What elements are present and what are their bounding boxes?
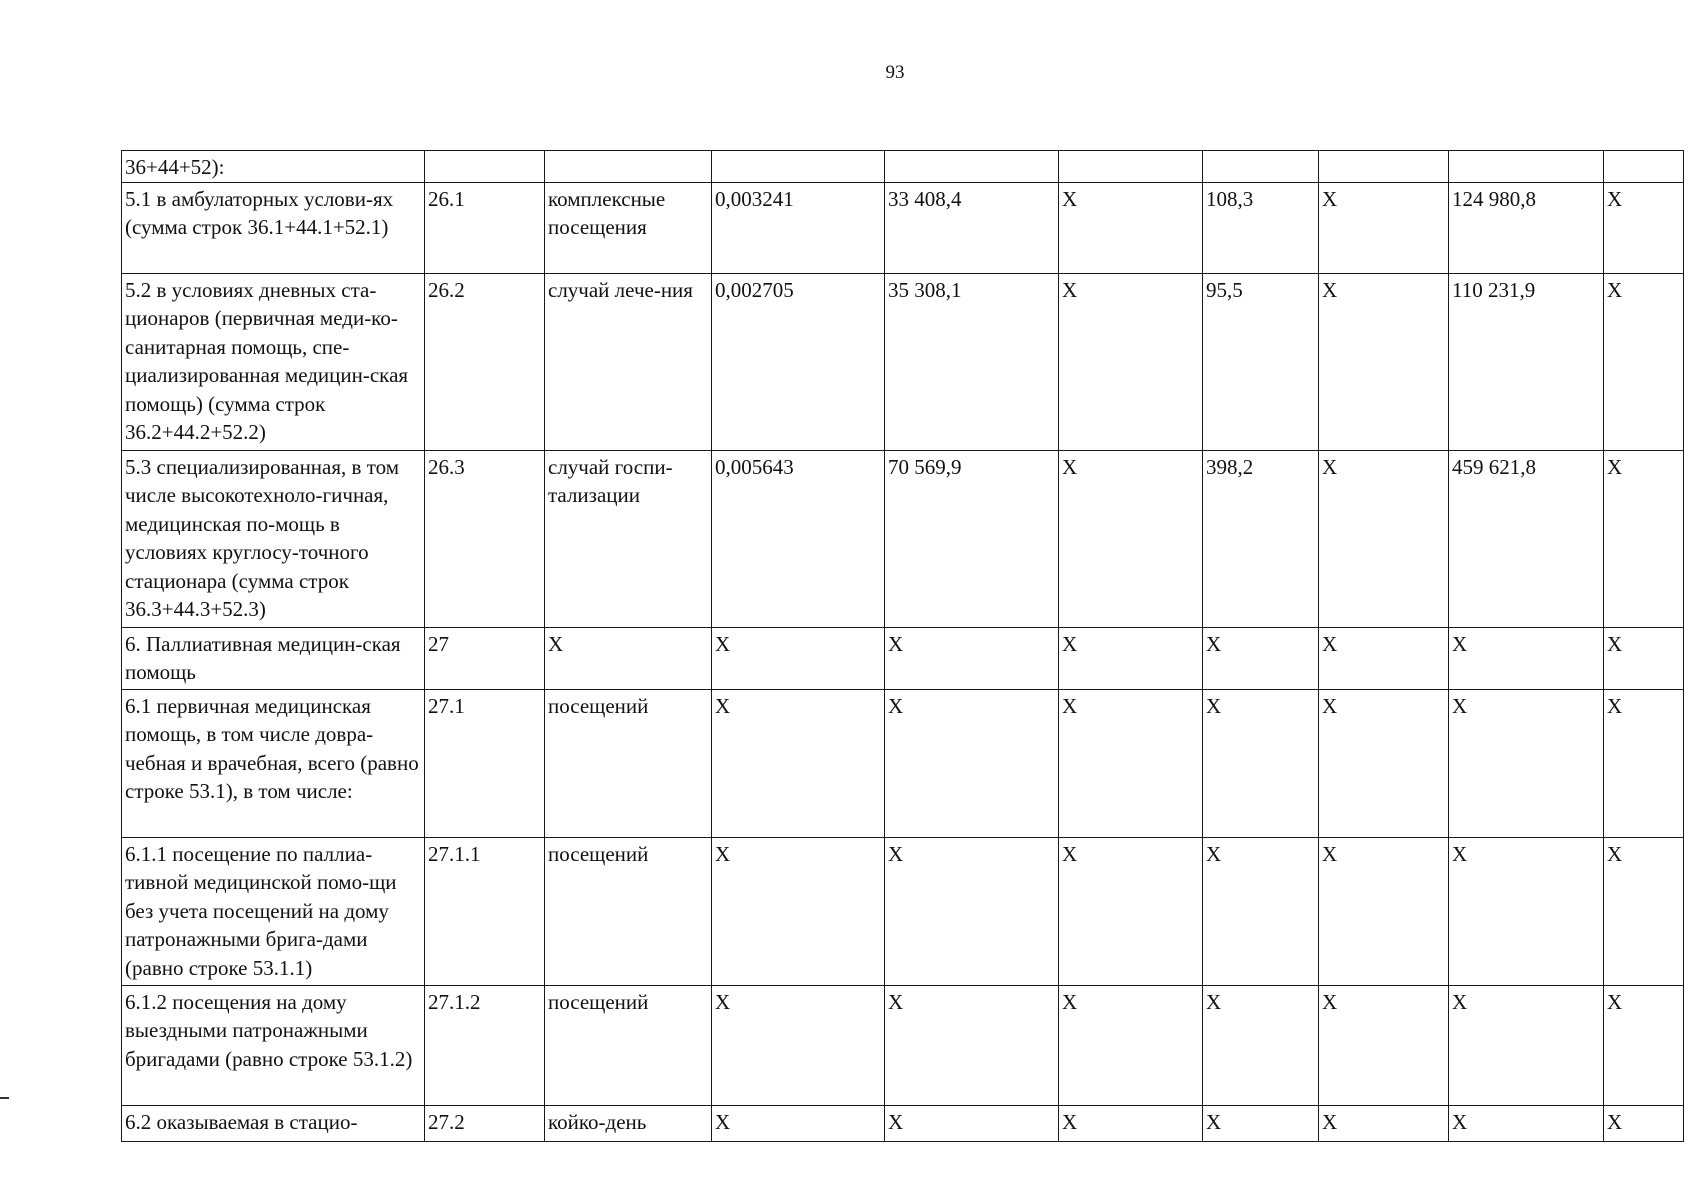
table-cell: 0,005643 — [712, 450, 885, 627]
table-cell — [885, 151, 1059, 183]
table-cell: X — [1449, 689, 1604, 837]
table-cell: X — [1449, 985, 1604, 1105]
table-cell: X — [1604, 273, 1684, 450]
table-cell: X — [1203, 1105, 1319, 1141]
table-cell: 6.2 оказываемая в стацио- — [122, 1105, 425, 1141]
table-cell: X — [712, 837, 885, 985]
table-cell: X — [1319, 182, 1449, 273]
table-cell — [1319, 151, 1449, 183]
table-cell: X — [1059, 450, 1203, 627]
table-cell: 459 621,8 — [1449, 450, 1604, 627]
table-cell: 26.3 — [425, 450, 545, 627]
table-cell: X — [1604, 627, 1684, 689]
table-cell: койко-день — [545, 1105, 712, 1141]
table-cell: X — [885, 689, 1059, 837]
table-cell: 6.1.1 посещение по паллиа-тивной медицинской помо-щи без учета посещений на дому патронажными брига-дами (равно строке 53.1.1) — [122, 837, 425, 985]
table-cell: X — [1319, 627, 1449, 689]
table-cell: 5.3 специализированная, в том числе высокотехноло-гичная, медицинская по-мощь в условиях круглосу-точного стационара (сумма строк 36.3+44.3+52.3) — [122, 450, 425, 627]
table-cell: X — [1319, 273, 1449, 450]
table-cell: X — [1203, 689, 1319, 837]
table-cell: X — [885, 1105, 1059, 1141]
table-cell: X — [1604, 985, 1684, 1105]
table-cell — [545, 151, 712, 183]
table-row — [122, 837, 1684, 985]
table-cell: X — [1604, 1105, 1684, 1141]
table-cell: X — [712, 1105, 885, 1141]
table-cell: X — [712, 985, 885, 1105]
table-cell: X — [1449, 837, 1604, 985]
table-cell: X — [1319, 689, 1449, 837]
table-row — [122, 985, 1684, 1105]
table-cell — [425, 151, 545, 183]
table-cell — [1203, 151, 1319, 183]
table-cell: X — [885, 985, 1059, 1105]
table-row — [122, 273, 1684, 450]
table-cell: X — [1059, 1105, 1203, 1141]
table-cell: X — [885, 627, 1059, 689]
table-row — [122, 1105, 1684, 1141]
table-cell: 26.2 — [425, 273, 545, 450]
table-cell: 33 408,4 — [885, 182, 1059, 273]
table-cell: X — [545, 627, 712, 689]
table-cell: X — [1604, 182, 1684, 273]
table-cell: случай госпи-тализации — [545, 450, 712, 627]
table-cell: посещений — [545, 985, 712, 1105]
table-cell: 6.1 первичная медицинская помощь, в том числе довра-чебная и врачебная, всего (равно строке 53.1), в том числе: — [122, 689, 425, 837]
table-cell: 27.2 — [425, 1105, 545, 1141]
table-cell: X — [1604, 689, 1684, 837]
page-number: 93 — [885, 62, 905, 83]
table-cell: X — [1059, 985, 1203, 1105]
table-cell: X — [1059, 627, 1203, 689]
table-cell: комплексные посещения — [545, 182, 712, 273]
table-cell: X — [1203, 985, 1319, 1105]
table-cell: X — [1449, 627, 1604, 689]
table-row — [122, 689, 1684, 837]
table-cell: 95,5 — [1203, 273, 1319, 450]
table-cell: X — [1604, 837, 1684, 985]
table-cell: случай лече-ния — [545, 273, 712, 450]
table-cell: 6. Паллиативная медицин-ская помощь — [122, 627, 425, 689]
table-cell: посещений — [545, 837, 712, 985]
table-cell: X — [1319, 837, 1449, 985]
table-cell: посещений — [545, 689, 712, 837]
table-cell: X — [712, 627, 885, 689]
table-cell: 108,3 — [1203, 182, 1319, 273]
table-cell: 0,002705 — [712, 273, 885, 450]
table-cell: X — [1059, 689, 1203, 837]
table-cell — [712, 151, 885, 183]
medical-care-table — [121, 150, 1684, 1142]
table-row — [122, 151, 1684, 183]
table-cell: 35 308,1 — [885, 273, 1059, 450]
table-cell: X — [1319, 450, 1449, 627]
table-cell: 0,003241 — [712, 182, 885, 273]
table-cell: X — [1319, 985, 1449, 1105]
table-cell: 36+44+52): — [122, 151, 425, 183]
table-cell: 6.1.2 посещения на дому выездными патронажными бригадами (равно строке 53.1.2) — [122, 985, 425, 1105]
table-cell: 5.1 в амбулаторных услови-ях (сумма строк 36.1+44.1+52.1) — [122, 182, 425, 273]
table-cell: 70 569,9 — [885, 450, 1059, 627]
table-cell: X — [1059, 182, 1203, 273]
table-cell: 5.2 в условиях дневных ста-ционаров (первичная меди-ко-санитарная помощь, спе-циализированная медицин-ская помощь) (сумма строк 36.2+44.2+52.2) — [122, 273, 425, 450]
table-cell: 26.1 — [425, 182, 545, 273]
table-cell: X — [712, 689, 885, 837]
margin-mark — [0, 1097, 9, 1099]
table-row — [122, 450, 1684, 627]
table-cell: 124 980,8 — [1449, 182, 1604, 273]
table-cell: X — [1449, 1105, 1604, 1141]
table-cell — [1059, 151, 1203, 183]
table-cell: 27.1.2 — [425, 985, 545, 1105]
table-cell: 27.1.1 — [425, 837, 545, 985]
table-cell: 27.1 — [425, 689, 545, 837]
table-cell: X — [1059, 837, 1203, 985]
table-cell — [1449, 151, 1604, 183]
table-cell — [1604, 151, 1684, 183]
table-cell: X — [1059, 273, 1203, 450]
table-cell: 27 — [425, 627, 545, 689]
table-cell: X — [1203, 627, 1319, 689]
table-row — [122, 182, 1684, 273]
table-cell: X — [885, 837, 1059, 985]
table-cell: 398,2 — [1203, 450, 1319, 627]
table-row — [122, 627, 1684, 689]
table-cell: 110 231,9 — [1449, 273, 1604, 450]
table-cell: X — [1319, 1105, 1449, 1141]
table-cell: X — [1604, 450, 1684, 627]
table-cell: X — [1203, 837, 1319, 985]
